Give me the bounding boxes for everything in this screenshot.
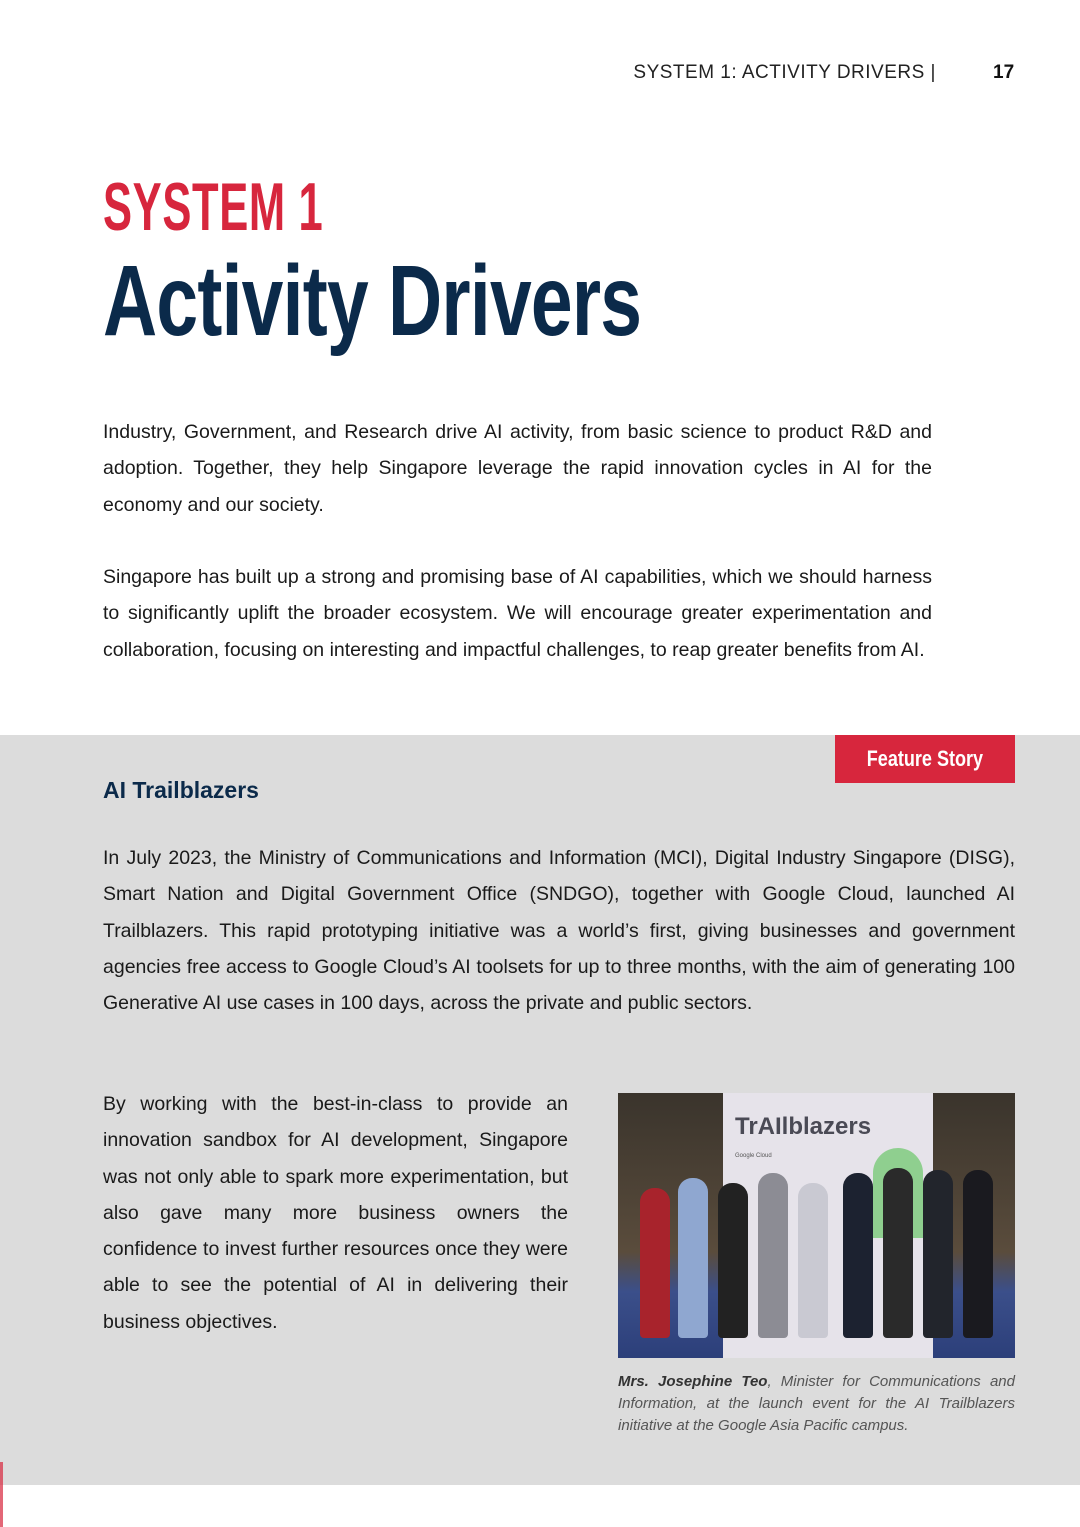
person <box>678 1178 708 1338</box>
system-kicker: SYSTEM 1 <box>103 169 324 245</box>
feature-story-tag: Feature Story <box>835 735 1015 783</box>
page-number: 17 <box>993 62 1015 83</box>
banner-logo-text: TrAIlblazers <box>735 1113 872 1140</box>
running-header <box>0 62 1080 88</box>
feature-heading: AI Trailblazers <box>103 777 259 803</box>
person <box>798 1183 828 1338</box>
intro-paragraph-1: Industry, Government, and Research drive AI activity, from basic science to product R&D and adoption. Together, they help Singapore leverage the rapid innovation cycles in AI for the economy and our society. <box>103 421 932 516</box>
event-photo <box>618 1093 1015 1358</box>
page-title: Activity Drivers <box>103 245 642 357</box>
edge-accent <box>0 1462 3 1527</box>
partner-logos: Google Cloud <box>735 1153 772 1159</box>
feature-paragraph-2: By working with the best-in-class to provide an innovation sandbox for AI development, Singapore was not only able to spark more experimentation, but also gave many more business owners the confidence to invest further resources once they were able to see the potential of AI in delivering their business objectives. <box>103 1093 568 1333</box>
intro-paragraph-2: Singapore has built up a strong and promising base of AI capabilities, which we should harness to significantly uplift the broader ecosystem. We will encourage greater experimentation and collaboration, focusing on interesting and impactful challenges, to reap greater benefits from AI. <box>103 566 932 661</box>
person <box>883 1168 913 1338</box>
photo-caption: Mrs. Josephine Teo, Minister for Communications and Information, at the launch event for the AI Trailblazers initiative at the Google Asia Pacific campus. <box>618 1373 1015 1434</box>
person <box>963 1170 993 1338</box>
person <box>758 1173 788 1338</box>
person <box>923 1170 953 1338</box>
person <box>718 1183 748 1338</box>
person <box>640 1188 670 1338</box>
person <box>843 1173 873 1338</box>
feature-story-section <box>0 735 1080 1485</box>
section-title: SYSTEM 1: ACTIVITY DRIVERS | <box>633 62 936 83</box>
feature-paragraph-1: In July 2023, the Ministry of Communications and Information (MCI), Digital Industry Singapore (DISG), Smart Nation and Digital Government Office (SNDGO), together with Google Cloud, launched AI Trailblazers. This rapid prototyping initiative was a world’s first, giving businesses and government agencies free access to Google Cloud’s AI toolsets for up to three months, with the aim of generating 100 Generative AI use cases in 100 days, across the private and public sectors. <box>103 847 1015 1015</box>
